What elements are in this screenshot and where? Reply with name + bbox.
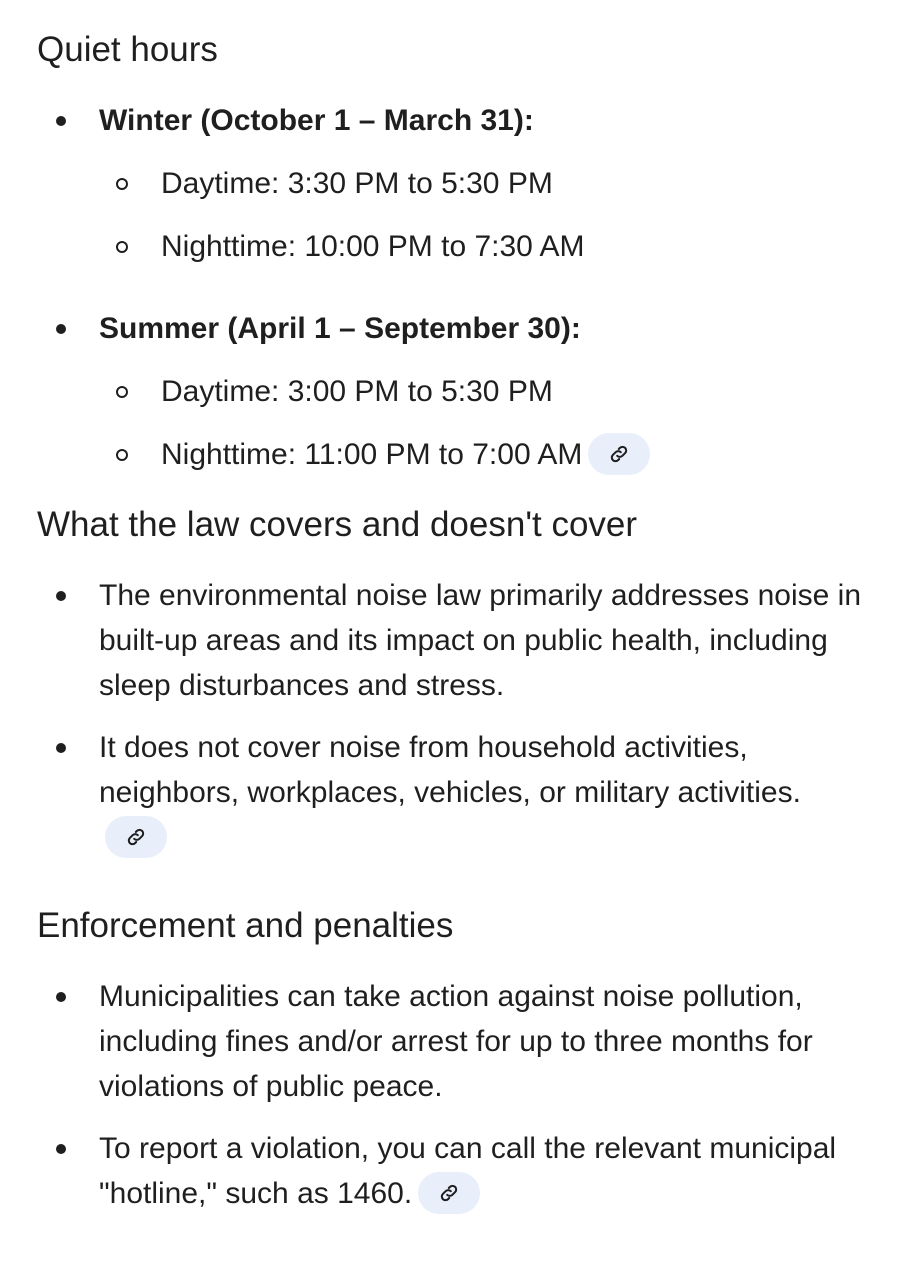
sublist-item [99,224,867,269]
link-icon [125,826,147,848]
summer-nighttime-text: Nighttime: 11:00 PM to 7:00 AM [161,438,583,471]
section-heading-quiet-hours: Quiet hours [37,30,218,69]
section-heading-law-coverage: What the law covers and doesn't cover [37,505,638,545]
coverage-text-1: The environmental noise law primarily addresses noise in built-up areas and its impact on public health, including sleep disturbances and stress. [99,579,862,703]
sublist-item [99,432,867,477]
winter-daytime-text: Daytime: 3:30 PM to 5:30 PM [161,167,553,200]
quiet-hours-list [37,98,867,477]
list-item [37,573,867,708]
list-item [37,974,867,1109]
season-label-winter: Winter (October 1 – March 31): [99,104,534,137]
link-icon [608,443,630,465]
source-link-button[interactable] [588,433,650,475]
sublist-item [99,369,867,414]
source-link-button[interactable] [418,1172,480,1214]
enforcement-list [37,974,867,1216]
law-coverage-list [37,573,867,860]
coverage-text-2: It does not cover noise from household activities, neighbors, workplaces, vehicles, or military activities. [99,731,801,810]
summer-hours-sublist [99,369,867,477]
enforcement-text-1: Municipalities can take action against noise pollution, including fines and/or arrest for up to three months for violations of public peace. [99,980,813,1104]
list-item-summer [37,306,867,477]
winter-hours-sublist [99,161,867,269]
winter-nighttime-text: Nighttime: 10:00 PM to 7:30 AM [161,230,585,263]
enforcement-text-2: To report a violation, you can call the relevant municipal "hotline," such as 1460. [99,1132,837,1211]
response-content [37,28,867,1216]
source-link-button[interactable] [105,816,167,858]
summer-daytime-text: Daytime: 3:00 PM to 5:30 PM [161,375,553,408]
list-item [37,725,867,860]
link-icon [438,1182,460,1204]
list-item-winter [37,98,867,269]
section-heading-enforcement: Enforcement and penalties [37,906,454,946]
season-label-summer: Summer (April 1 – September 30): [99,312,581,345]
sublist-item [99,161,867,206]
list-item [37,1126,867,1216]
